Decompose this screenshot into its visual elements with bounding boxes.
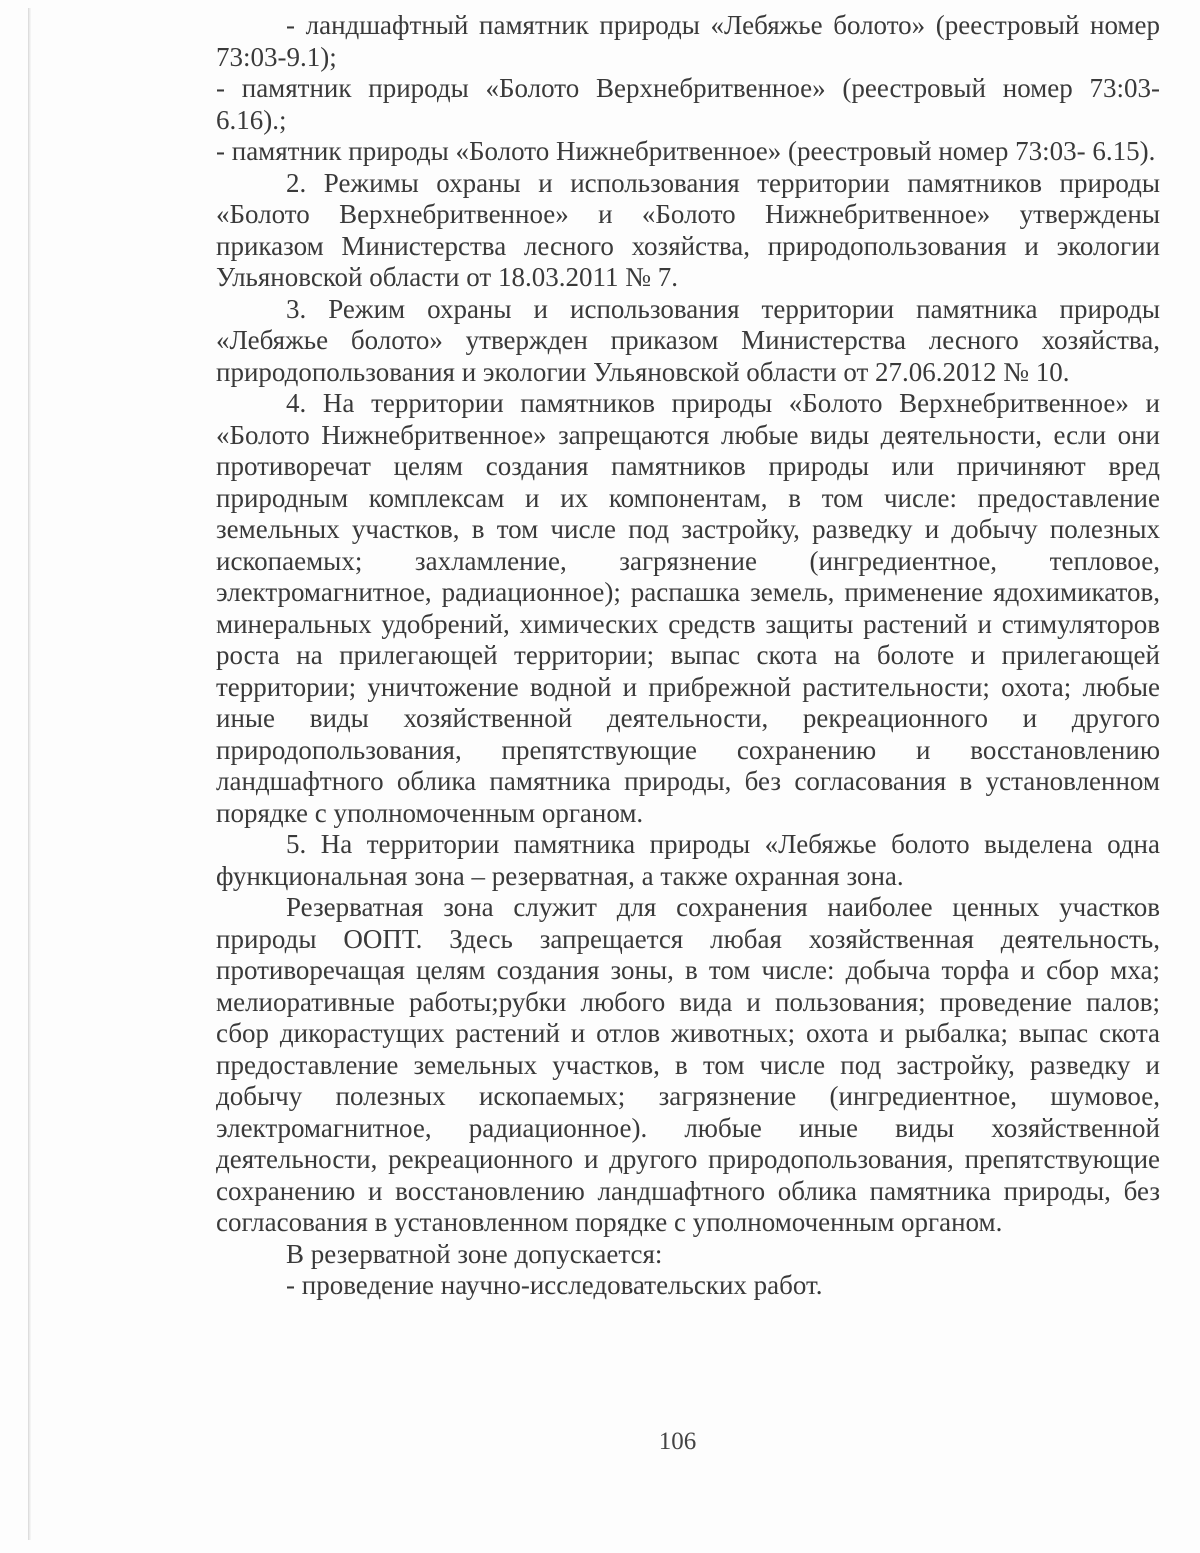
- paragraph-3-regime-lebyazhye: 3. Режим охраны и использования территории памятника природы «Лебяжье болото» утвержден приказом Министерства лесного хозяйства, природопользования и экологии Ульяновской области от 27.06.2012 № 10.: [216, 293, 1160, 387]
- paragraph-reserve-allowed: В резерватной зоне допускается:: [286, 1238, 663, 1269]
- list-item-research: - проведение научно-исследовательских работ.: [286, 1270, 823, 1300]
- list-item-nizhnebritvennoe: - памятник природы «Болото Нижнебритвенное» (реестровый номер 73:03- 6.15).: [216, 136, 1156, 166]
- scan-edge-shadow: [28, 8, 31, 1540]
- list-item-verkhnebritvennoe: - памятник природы «Болото Верхнебритвенное» (реестровый номер 73:03-6.16).;: [216, 73, 1160, 135]
- page-number: 106: [658, 1428, 697, 1455]
- paragraph-2-regimes: 2. Режимы охраны и использования территории памятников природы «Болото Верхнебритвенное» и «Болото Нижнебритвенное» утверждены приказом Министерства лесного хозяйства, природопользования и экологии Ульяновской области от 18.03.2011 № 7.: [216, 167, 1160, 292]
- paragraph-reserve-zone: Резерватная зона служит для сохранения наиболее ценных участков природы ООПТ. Здесь запрещается любая хозяйственная деятельность, противоречащая целям создания зоны, в том числе: добыча торфа и сбор мха; мелиоративные работы;рубки любого вида и пользования; проведение палов; сбор дикорастущих растений и отлов животных; охота и рыбалка; выпас скота предоставление земельных участков, в том числе под застройку, разведку и добычу полезных ископаемых; загрязнение (ингредиентное, шумовое, электромагнитное, радиационное). любые иные виды хозяйственной деятельности, рекреационного и другого природопользования, препятствующие сохранению и восстановлению ландшафтного облика памятника природы, без согласования в установленном порядке с уполномоченным органом.: [216, 892, 1160, 1237]
- paragraph-5-zones: 5. На территории памятника природы «Лебяжье болото выделена одна функциональная зона – резерватная, а также охранная зона.: [216, 829, 1160, 891]
- paragraph-4-prohibitions: 4. На территории памятников природы «Болото Верхнебритвенное» и «Болото Нижнебритвенное» запрещаются любые виды деятельности, если они противоречат целям создания памятников природы или причиняют вред природным комплексам и их компонентам, в том числе: предоставление земельных участков, в том числе под застройку, разведку и добычу полезных ископаемых; захламление, загрязнение (ингредиентное, тепловое, электромагнитное, радиационное); распашка земель, применение ядохимикатов, минеральных удобрений, химических средств защиты растений и стимуляторов роста на прилегающей территории; выпас скота на болоте и прилегающей территории; уничтожение водной и прибрежной растительности; охота; любые иные виды хозяйственной деятельности, рекреационного и другого природопользования, препятствующие сохранению и восстановлению ландшафтного облика памятника природы, без согласования в установленном порядке с уполномоченным органом.: [216, 388, 1160, 828]
- list-item-lebyazhye: - ландшафтный памятник природы «Лебяжье болото» (реестровый номер 73:03-9.1);: [216, 10, 1160, 72]
- document-body: [216, 10, 1160, 1302]
